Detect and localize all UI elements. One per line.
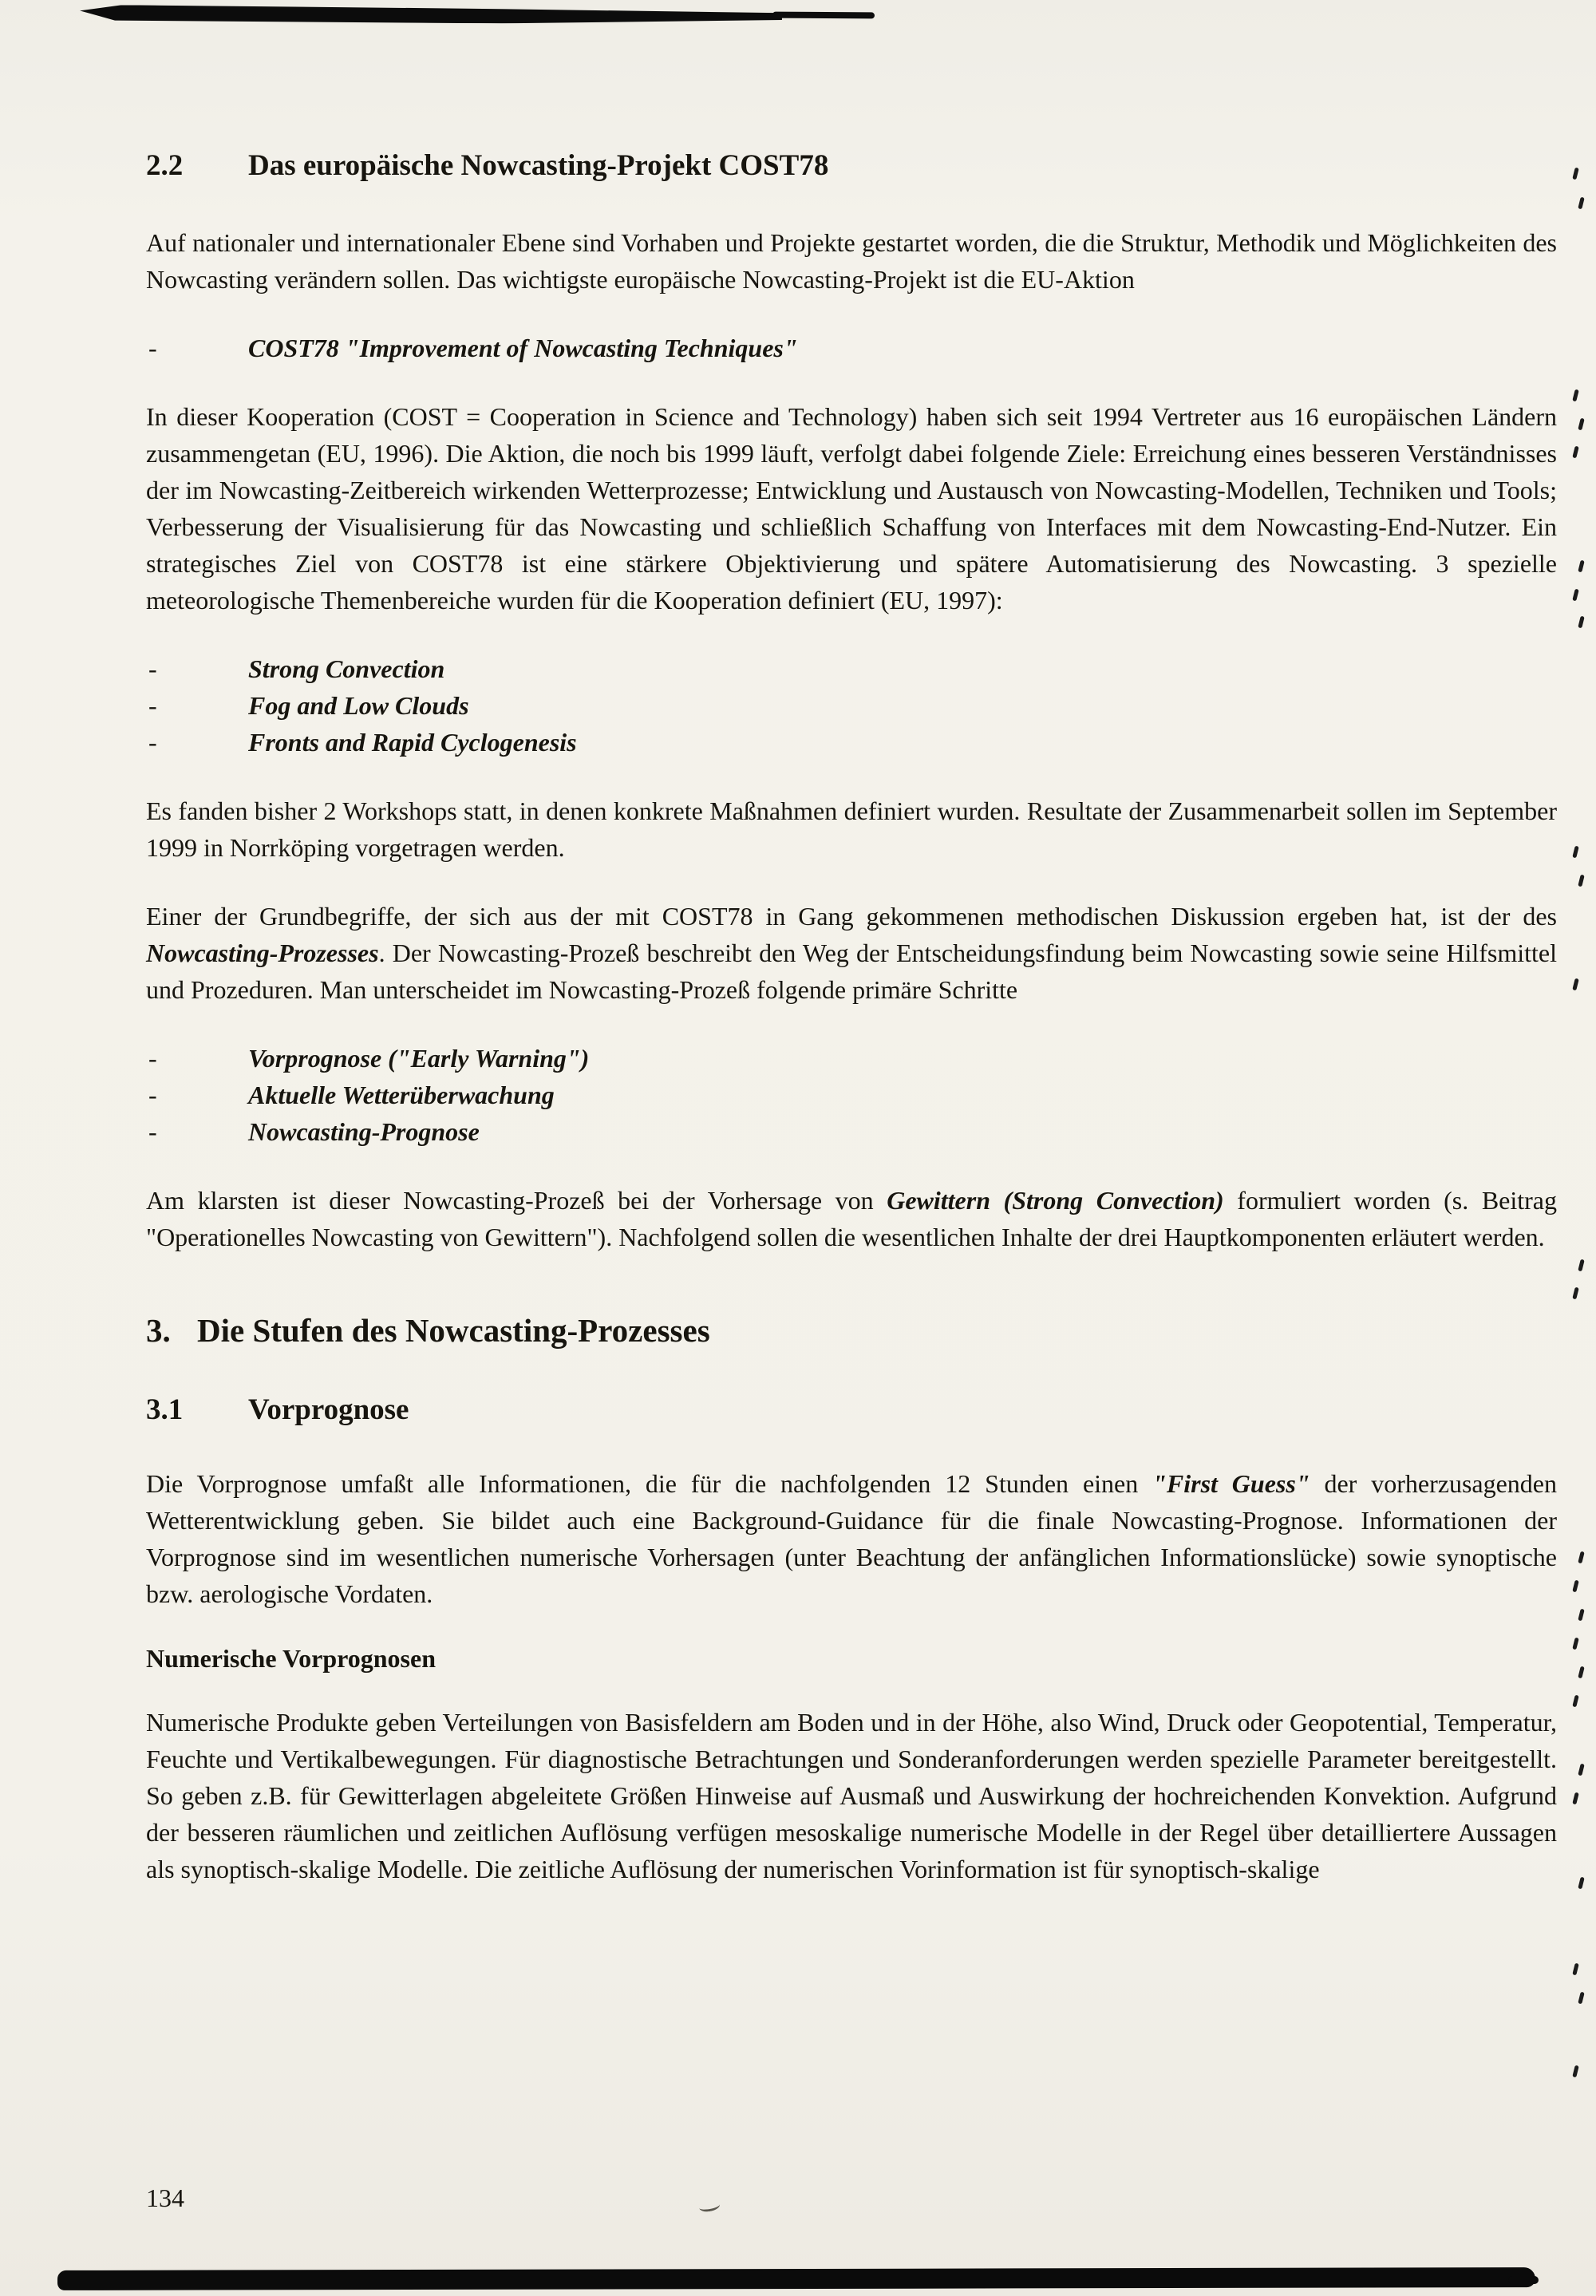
scan-artifact-margin-tick — [1578, 560, 1584, 573]
text-run: formuliert worden (s. Beitrag "Operationelles Nowcasting von Gewittern"). Nachfolgend sollen die wesentlichen Inhalte der drei Hauptkomponenten erläutert werden. — [146, 1186, 1558, 1251]
scan-artifact-bottom-bar — [57, 2267, 1535, 2290]
paragraph-vorprognose — [146, 1465, 1557, 1612]
scan-artifact-top-streak — [80, 5, 782, 25]
paragraph-process — [146, 898, 1557, 1008]
scan-artifact-bottom-bar-end — [1508, 2276, 1539, 2284]
scan-artifact-margin-tick — [1578, 1992, 1584, 2005]
list-item — [146, 1077, 1557, 1113]
section-heading-2-2 — [146, 148, 1557, 183]
scan-artifact-margin-tick — [1578, 616, 1584, 629]
paragraph-cooperation — [146, 398, 1557, 618]
scan-artifact-margin-tick — [1578, 418, 1584, 431]
scan-artifact-margin-tick — [1572, 978, 1578, 991]
paragraph-numerische-produkte — [146, 1704, 1557, 1887]
list-item-label: COST78 "Improvement of Nowcasting Techniques" — [248, 334, 798, 362]
text-run: . Der Nowcasting-Prozeß beschreibt den Weg der Entscheidungsfindung beim Nowcasting sowie seine Hilfsmittel und Prozeduren. Man unterscheidet im Nowcasting-Prozeß folgende primäre Schritte — [146, 939, 1557, 1004]
section-number: 3. — [146, 1312, 171, 1349]
cost78-list — [146, 330, 1557, 366]
paragraph-workshops — [146, 792, 1557, 866]
text-run: Numerische Produkte geben Verteilungen von Basisfeldern am Boden und in der Höhe, also Wind, Druck oder Geopotential, Temperatur, Feuchte und Vertikalbewegungen. Für diagnostische Betrachtungen und Sonderanforderungen werden spezielle Parameter bereitgestellt. So geben z.B. für Gewitterlagen abgeleitete Größen Hinweise auf Ausmaß und Auswirkung der hochreichenden Konvektion. Aufgrund der besseren räumlichen und zeitlichen Auflösung verfügen mesoskalige numerische Modelle in der Regel über detailliertere Aussagen als synoptisch-skalige Modelle. Die zeitliche Auflösung der numerischen Vorinformation ist für synoptisch-skalige — [146, 1708, 1557, 1883]
dash-bullet: - — [148, 728, 157, 757]
pencil-mark — [698, 2199, 721, 2213]
section-title: Vorprognose — [248, 1393, 409, 1426]
scan-artifact-margin-tick — [1578, 1259, 1584, 1272]
scan-artifact-margin-tick — [1578, 197, 1584, 210]
list-item-label: Fronts and Rapid Cyclogenesis — [248, 728, 577, 757]
scan-artifact-margin-tick — [1572, 446, 1578, 459]
scan-artifact-top-streak-tail — [772, 12, 875, 19]
text-run: Einer der Grundbegriffe, der sich aus der mit COST78 in Gang gekommenen methodischen Diskussion ergeben hat, ist der des — [146, 902, 1557, 931]
list-item-label: Fog and Low Clouds — [248, 691, 469, 720]
scan-artifact-margin-tick — [1572, 1287, 1578, 1300]
list-item — [146, 1113, 1557, 1150]
section-number: 2.2 — [146, 149, 184, 182]
section-number: 3.1 — [146, 1393, 184, 1426]
steps-list — [146, 1040, 1557, 1150]
subheading-label: Numerische Vorprognosen — [146, 1644, 436, 1673]
emphasis-run: Gewittern (Strong Convection) — [887, 1186, 1224, 1215]
paragraph-intro — [146, 224, 1557, 298]
dash-bullet: - — [148, 334, 157, 362]
text-run: der vorherzusagenden Wetterentwicklung geben. Sie bildet auch eine Background-Guidance für die finale Nowcasting-Prognose. Informationen der Vorprognose sind im wesentlichen numerische Vorhersagen (unter Beachtung der anfänglichen Informationslücke) sowie synoptische bzw. aerologische Vordaten. — [146, 1469, 1558, 1608]
text-run: Auf nationaler und internationaler Ebene sind Vorhaben und Projekte gestartet worden, die die Struktur, Methodik und Möglichkeiten des Nowcasting verändern sollen. Das wichtigste europäische Nowcasting-Projekt ist die EU-Aktion — [146, 228, 1557, 294]
list-item-label: Strong Convection — [248, 654, 445, 683]
emphasis-run: Nowcasting-Prozesses — [146, 939, 379, 967]
scan-artifact-margin-tick — [1578, 1551, 1584, 1564]
list-item — [146, 1040, 1557, 1077]
list-item — [146, 724, 1557, 761]
scan-artifact-margin-tick — [1572, 2065, 1578, 2078]
dash-bullet: - — [148, 691, 157, 720]
scan-artifact-margin-tick — [1572, 589, 1578, 602]
emphasis-run: "First Guess" — [1152, 1469, 1310, 1498]
text-run: Am klarsten ist dieser Nowcasting-Prozeß bei der Vorhersage von — [146, 1186, 887, 1215]
text-run: In dieser Kooperation (COST = Cooperation in Science and Technology) haben sich seit 1994 Vertreter aus 16 europäischen Ländern zusammengetan (EU, 1996). Die Aktion, die noch bis 1999 läuft, verfolgt dabei folgende Ziele: Erreichung eines besseren Verständnisses der im Nowcasting-Zeitbereich wirkenden Wetterprozesse; Entwicklung und Austausch von Nowcasting-Modellen, Techniken und Tools; Verbesserung der Visualisierung für das Nowcasting und schließlich Schaffung von Interfaces mit dem Nowcasting-End-Nutzer. Ein strategisches Ziel von COST78 ist eine stärkere Objektivierung und spätere Automatisierung des Nowcasting. 3 spezielle meteorologische Themenbereiche wurden für die Kooperation definiert (EU, 1997): — [146, 402, 1557, 615]
list-item-label: Aktuelle Wetterüberwachung — [248, 1081, 555, 1109]
list-item — [146, 650, 1557, 687]
scan-artifact-margin-tick — [1578, 1877, 1584, 1890]
dash-bullet: - — [148, 1044, 157, 1073]
dash-bullet: - — [148, 1117, 157, 1146]
list-item-label: Vorprognose ("Early Warning") — [248, 1044, 590, 1073]
section-title: Das europäische Nowcasting-Projekt COST78 — [248, 149, 829, 182]
paragraph-gewitter — [146, 1182, 1557, 1255]
scan-artifact-margin-tick — [1572, 389, 1578, 402]
subheading-numerische-vorprognosen — [146, 1644, 1557, 1674]
topics-list — [146, 650, 1557, 761]
dash-bullet: - — [148, 654, 157, 683]
section-title: Die Stufen des Nowcasting-Prozesses — [197, 1312, 710, 1349]
scan-artifact-margin-tick — [1578, 875, 1584, 887]
page-content — [146, 148, 1557, 1919]
section-heading-3-1 — [146, 1393, 1557, 1427]
list-item — [146, 687, 1557, 724]
scan-artifact-margin-tick — [1572, 1695, 1578, 1708]
scan-artifact-margin-tick — [1572, 1963, 1578, 1976]
text-run: Die Vorprognose umfaßt alle Informationen, die für die nachfolgenden 12 Stunden einen — [146, 1469, 1153, 1498]
list-item-label: Nowcasting-Prognose — [248, 1117, 480, 1146]
scan-artifact-margin-tick — [1572, 1580, 1578, 1593]
page-number: 134 — [146, 2183, 184, 2212]
scan-artifact-margin-tick — [1578, 1609, 1584, 1622]
text-run: Es fanden bisher 2 Workshops statt, in denen konkrete Maßnahmen definiert wurden. Resultate der Zusammenarbeit sollen im September 1999 in Norrköping vorgetragen werden. — [146, 796, 1557, 862]
scan-artifact-margin-tick — [1572, 1638, 1578, 1650]
scan-artifact-margin-tick — [1578, 1764, 1584, 1776]
scan-artifact-margin-tick — [1572, 168, 1578, 180]
scan-artifact-margin-tick — [1572, 846, 1578, 859]
list-item — [146, 330, 1557, 366]
section-heading-3 — [146, 1311, 1557, 1350]
dash-bullet: - — [148, 1081, 157, 1109]
scan-artifact-margin-tick — [1578, 1666, 1584, 1679]
scan-artifact-margin-tick — [1572, 1792, 1578, 1805]
